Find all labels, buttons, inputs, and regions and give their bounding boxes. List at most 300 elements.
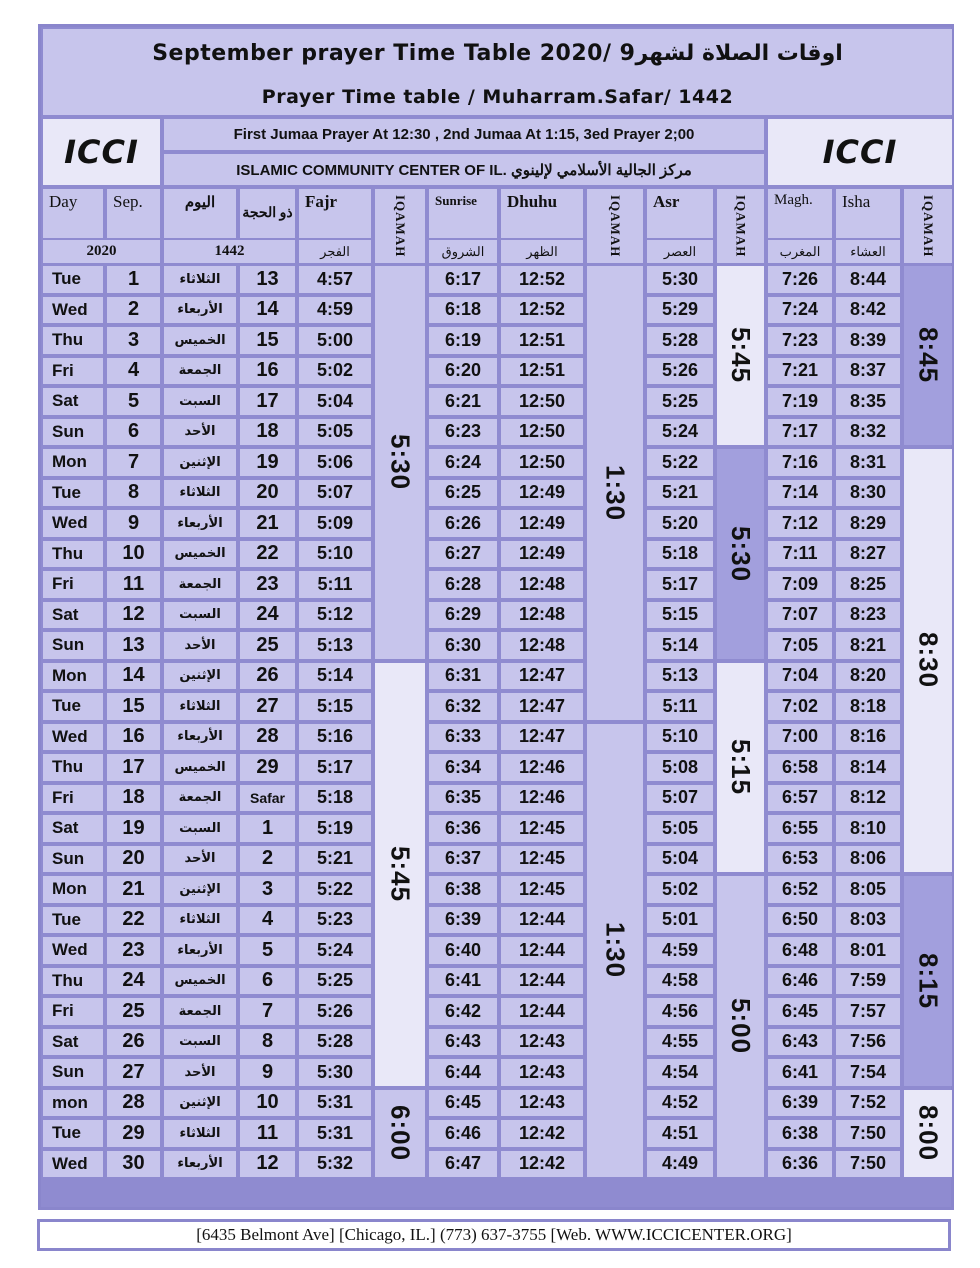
isha-cell: 8:20 — [836, 663, 900, 690]
iqamah-fajr-block — [375, 266, 425, 659]
isha-cell: 8:37 — [836, 358, 900, 385]
sunrise-cell: 6:47 — [429, 1151, 497, 1178]
col-iqamah-fajr: IQAMAH — [375, 189, 425, 263]
isha-cell: 7:56 — [836, 1029, 900, 1056]
isha-cell: 8:29 — [836, 510, 900, 537]
iqamah-fajr-block — [375, 663, 425, 1086]
iqamah-time: 5:45 — [385, 845, 416, 903]
day-cell: Mon — [43, 449, 103, 476]
isha-cell: 8:42 — [836, 297, 900, 324]
arabic-day-cell: الخميس — [164, 754, 236, 781]
iqamah-asr-block — [717, 266, 764, 445]
maghrib-cell: 7:00 — [768, 724, 832, 751]
asr-cell: 5:15 — [647, 602, 713, 629]
sunrise-cell: 6:41 — [429, 968, 497, 995]
arabic-day-cell: السبت — [164, 1029, 236, 1056]
dhuhr-cell: 12:48 — [501, 632, 583, 659]
day-cell: Fri — [43, 785, 103, 812]
isha-cell: 8:01 — [836, 937, 900, 964]
day-cell: Thu — [43, 754, 103, 781]
iqamah-time: 5:45 — [726, 327, 756, 384]
maghrib-cell: 7:12 — [768, 510, 832, 537]
iqamah-time: 8:00 — [913, 1105, 944, 1162]
arabic-day-cell: الخميس — [164, 327, 236, 354]
sunrise-cell: 6:18 — [429, 297, 497, 324]
isha-cell: 8:31 — [836, 449, 900, 476]
maghrib-cell: 7:17 — [768, 419, 832, 446]
asr-cell: 4:58 — [647, 968, 713, 995]
asr-cell: 5:07 — [647, 785, 713, 812]
date-cell: 27 — [107, 1059, 160, 1086]
arabic-day-cell: السبت — [164, 815, 236, 842]
dhuhr-cell: 12:48 — [501, 571, 583, 598]
asr-cell: 5:08 — [647, 754, 713, 781]
sunrise-cell: 6:39 — [429, 907, 497, 934]
sunrise-cell: 6:27 — [429, 541, 497, 568]
sunrise-cell: 6:24 — [429, 449, 497, 476]
jumaa-info: First Jumaa Prayer At 12:30 , 2nd Jumaa At 1:15, 3ed Prayer 2;00 — [164, 119, 764, 150]
sunrise-cell: 6:28 — [429, 571, 497, 598]
arabic-day-cell: الثلاثاء — [164, 693, 236, 720]
arabic-day-cell: الأحد — [164, 846, 236, 873]
fajr-cell: 5:28 — [299, 1029, 371, 1056]
dhuhr-cell: 12:46 — [501, 754, 583, 781]
arabic-day-cell: الثلاثاء — [164, 907, 236, 934]
asr-cell: 4:56 — [647, 998, 713, 1025]
date-cell: 26 — [107, 1029, 160, 1056]
day-cell: Tue — [43, 480, 103, 507]
fajr-cell: 5:21 — [299, 846, 371, 873]
asr-cell: 5:25 — [647, 388, 713, 415]
dhuhr-cell: 12:43 — [501, 1059, 583, 1086]
dhuhr-cell: 12:42 — [501, 1120, 583, 1147]
asr-cell: 5:14 — [647, 632, 713, 659]
maghrib-cell: 6:41 — [768, 1059, 832, 1086]
maghrib-cell: 7:23 — [768, 327, 832, 354]
maghrib-cell: 6:57 — [768, 785, 832, 812]
arabic-day-cell: الجمعة — [164, 358, 236, 385]
arabic-day-cell: الأحد — [164, 1059, 236, 1086]
hijri-date-cell: 23 — [240, 571, 295, 598]
hijri-date-cell: 26 — [240, 663, 295, 690]
isha-cell: 8:25 — [836, 571, 900, 598]
iqamah-fajr-block — [375, 1090, 425, 1178]
asr-cell: 5:04 — [647, 846, 713, 873]
date-cell: 30 — [107, 1151, 160, 1178]
sunrise-cell: 6:32 — [429, 693, 497, 720]
maghrib-cell: 6:58 — [768, 754, 832, 781]
date-cell: 28 — [107, 1090, 160, 1117]
maghrib-cell: 6:45 — [768, 998, 832, 1025]
date-cell: 8 — [107, 480, 160, 507]
dhuhr-cell: 12:47 — [501, 724, 583, 751]
fajr-cell: 5:31 — [299, 1120, 371, 1147]
footer-address: [6435 Belmont Ave] [Chicago, IL.] (773) 637-3755 [Web. WWW.ICCICENTER.ORG] — [37, 1219, 951, 1251]
col-sep: Sep. — [107, 189, 160, 238]
date-cell: 9 — [107, 510, 160, 537]
date-cell: 3 — [107, 327, 160, 354]
col-hijri: ذو الحجة — [240, 189, 295, 238]
hijri-date-cell: 18 — [240, 419, 295, 446]
dhuhr-cell: 12:48 — [501, 602, 583, 629]
maghrib-cell: 7:16 — [768, 449, 832, 476]
hijri-date-cell: Safar — [240, 785, 295, 812]
iqamah-asr-block — [717, 449, 764, 659]
iqamah-time: 1:30 — [600, 922, 631, 979]
sunrise-cell: 6:43 — [429, 1029, 497, 1056]
arabic-day-cell: الأحد — [164, 632, 236, 659]
maghrib-cell: 6:39 — [768, 1090, 832, 1117]
fajr-cell: 5:17 — [299, 754, 371, 781]
hijri-year-label: 1442 — [164, 240, 295, 263]
dhuhr-cell: 12:51 — [501, 358, 583, 385]
maghrib-cell: 7:21 — [768, 358, 832, 385]
fajr-cell: 5:26 — [299, 998, 371, 1025]
fajr-cell: 5:24 — [299, 937, 371, 964]
date-cell: 7 — [107, 449, 160, 476]
maghrib-cell: 6:38 — [768, 1120, 832, 1147]
fajr-cell: 5:12 — [299, 602, 371, 629]
maghrib-cell: 6:48 — [768, 937, 832, 964]
date-cell: 16 — [107, 724, 160, 751]
isha-cell: 8:30 — [836, 480, 900, 507]
date-cell: 15 — [107, 693, 160, 720]
day-cell: Wed — [43, 1151, 103, 1178]
maghrib-cell: 7:05 — [768, 632, 832, 659]
asr-cell: 5:24 — [647, 419, 713, 446]
date-cell: 24 — [107, 968, 160, 995]
isha-ar-label: العشاء — [836, 240, 900, 263]
col-iqamah-dhuhr: IQAMAH — [587, 189, 643, 263]
col-maghrib: Magh. — [768, 189, 832, 238]
sunrise-cell: 6:37 — [429, 846, 497, 873]
fajr-cell: 5:14 — [299, 663, 371, 690]
day-cell: Sun — [43, 419, 103, 446]
maghrib-cell: 7:14 — [768, 480, 832, 507]
isha-cell: 8:44 — [836, 266, 900, 293]
isha-cell: 8:16 — [836, 724, 900, 751]
arabic-day-cell: الثلاثاء — [164, 266, 236, 293]
hijri-date-cell: 15 — [240, 327, 295, 354]
col-isha: Isha — [836, 189, 900, 238]
hijri-date-cell: 21 — [240, 510, 295, 537]
asr-cell: 5:21 — [647, 480, 713, 507]
asr-cell: 5:05 — [647, 815, 713, 842]
sunrise-cell: 6:17 — [429, 266, 497, 293]
arabic-day-cell: الإثنين — [164, 1090, 236, 1117]
asr-cell: 4:51 — [647, 1120, 713, 1147]
day-cell: Sat — [43, 602, 103, 629]
fajr-cell: 5:05 — [299, 419, 371, 446]
sunrise-cell: 6:21 — [429, 388, 497, 415]
isha-cell: 8:21 — [836, 632, 900, 659]
day-cell: Sun — [43, 1059, 103, 1086]
hijri-date-cell: 8 — [240, 1029, 295, 1056]
maghrib-cell: 6:36 — [768, 1151, 832, 1178]
isha-cell: 8:35 — [836, 388, 900, 415]
dhuhr-cell: 12:47 — [501, 663, 583, 690]
date-cell: 22 — [107, 907, 160, 934]
fajr-cell: 5:13 — [299, 632, 371, 659]
dhuhr-cell: 12:49 — [501, 480, 583, 507]
arabic-day-cell: الجمعة — [164, 571, 236, 598]
dhuhr-cell: 12:49 — [501, 541, 583, 568]
sunrise-cell: 6:20 — [429, 358, 497, 385]
dhuhr-cell: 12:44 — [501, 907, 583, 934]
date-cell: 14 — [107, 663, 160, 690]
sunrise-cell: 6:38 — [429, 876, 497, 903]
fajr-cell: 5:09 — [299, 510, 371, 537]
date-cell: 2 — [107, 297, 160, 324]
maghrib-cell: 6:53 — [768, 846, 832, 873]
arabic-day-cell: السبت — [164, 602, 236, 629]
fajr-cell: 5:07 — [299, 480, 371, 507]
hijri-date-cell: 27 — [240, 693, 295, 720]
asr-cell: 5:10 — [647, 724, 713, 751]
sunrise-cell: 6:36 — [429, 815, 497, 842]
fajr-cell: 5:15 — [299, 693, 371, 720]
day-cell: Wed — [43, 724, 103, 751]
date-cell: 12 — [107, 602, 160, 629]
dhuhr-cell: 12:51 — [501, 327, 583, 354]
sunrise-cell: 6:35 — [429, 785, 497, 812]
col-day: Day — [43, 189, 103, 238]
arabic-day-cell: الخميس — [164, 968, 236, 995]
maghrib-ar-label: المغرب — [768, 240, 832, 263]
dhuhr-cell: 12:45 — [501, 876, 583, 903]
day-cell: Wed — [43, 937, 103, 964]
iqamah-time: 8:45 — [913, 327, 944, 384]
hijri-date-cell: 10 — [240, 1090, 295, 1117]
date-cell: 10 — [107, 541, 160, 568]
isha-cell: 7:50 — [836, 1151, 900, 1178]
fajr-cell: 5:19 — [299, 815, 371, 842]
dhuhr-cell: 12:46 — [501, 785, 583, 812]
date-cell: 18 — [107, 785, 160, 812]
iqamah-isha-block — [904, 266, 952, 445]
isha-cell: 8:05 — [836, 876, 900, 903]
hijri-date-cell: 14 — [240, 297, 295, 324]
hijri-date-cell: 3 — [240, 876, 295, 903]
isha-cell: 8:12 — [836, 785, 900, 812]
isha-cell: 8:06 — [836, 846, 900, 873]
day-cell: Sat — [43, 388, 103, 415]
day-cell: Mon — [43, 663, 103, 690]
col-iqamah-asr: IQAMAH — [717, 189, 764, 263]
date-cell: 4 — [107, 358, 160, 385]
date-cell: 23 — [107, 937, 160, 964]
isha-cell: 7:50 — [836, 1120, 900, 1147]
sunrise-cell: 6:26 — [429, 510, 497, 537]
asr-cell: 5:13 — [647, 663, 713, 690]
isha-cell: 8:27 — [836, 541, 900, 568]
center-name: ISLAMIC COMMUNITY CENTER OF IL. مركز الجالية الأسلامي لإلينوي — [164, 154, 764, 185]
hijri-date-cell: 17 — [240, 388, 295, 415]
fajr-cell: 5:25 — [299, 968, 371, 995]
arabic-day-cell: الأربعاء — [164, 937, 236, 964]
prayer-timetable — [38, 24, 954, 1210]
sunrise-cell: 6:23 — [429, 419, 497, 446]
hijri-date-cell: 9 — [240, 1059, 295, 1086]
fajr-cell: 5:23 — [299, 907, 371, 934]
dhuhr-cell: 12:43 — [501, 1029, 583, 1056]
day-cell: Sun — [43, 632, 103, 659]
sunrise-cell: 6:31 — [429, 663, 497, 690]
day-cell: Wed — [43, 510, 103, 537]
day-cell: Tue — [43, 266, 103, 293]
hijri-date-cell: 6 — [240, 968, 295, 995]
day-cell: Tue — [43, 693, 103, 720]
fajr-cell: 5:31 — [299, 1090, 371, 1117]
hijri-date-cell: 11 — [240, 1120, 295, 1147]
day-cell: Sat — [43, 815, 103, 842]
asr-cell: 4:54 — [647, 1059, 713, 1086]
maghrib-cell: 6:52 — [768, 876, 832, 903]
arabic-day-cell: الأحد — [164, 419, 236, 446]
dhuhr-cell: 12:44 — [501, 998, 583, 1025]
date-cell: 29 — [107, 1120, 160, 1147]
iqamah-asr-block — [717, 663, 764, 873]
arabic-day-cell: الثلاثاء — [164, 1120, 236, 1147]
asr-cell: 5:30 — [647, 266, 713, 293]
iqamah-dhuhr-block — [587, 266, 643, 720]
iqamah-time: 6:00 — [385, 1105, 416, 1162]
sunrise-cell: 6:29 — [429, 602, 497, 629]
arabic-day-cell: الإثنين — [164, 449, 236, 476]
fajr-cell: 5:04 — [299, 388, 371, 415]
asr-cell: 5:17 — [647, 571, 713, 598]
hijri-date-cell: 19 — [240, 449, 295, 476]
day-cell: Sat — [43, 1029, 103, 1056]
dhuhr-cell: 12:52 — [501, 266, 583, 293]
day-cell: Fri — [43, 571, 103, 598]
arabic-day-cell: الأربعاء — [164, 1151, 236, 1178]
col-fajr: Fajr — [299, 189, 371, 238]
day-cell: Sun — [43, 846, 103, 873]
asr-cell: 5:18 — [647, 541, 713, 568]
sunrise-ar-label: الشروق — [429, 240, 497, 263]
isha-cell: 8:10 — [836, 815, 900, 842]
date-cell: 1 — [107, 266, 160, 293]
isha-cell: 8:39 — [836, 327, 900, 354]
hijri-date-cell: 20 — [240, 480, 295, 507]
date-cell: 21 — [107, 876, 160, 903]
dhuhr-cell: 12:49 — [501, 510, 583, 537]
day-cell: Fri — [43, 998, 103, 1025]
fajr-cell: 5:00 — [299, 327, 371, 354]
iqamah-time: 8:30 — [913, 632, 944, 689]
fajr-cell: 5:18 — [299, 785, 371, 812]
dhuhr-cell: 12:50 — [501, 419, 583, 446]
fajr-cell: 4:59 — [299, 297, 371, 324]
hijri-date-cell: 16 — [240, 358, 295, 385]
arabic-day-cell: الإثنين — [164, 663, 236, 690]
arabic-day-cell: الإثنين — [164, 876, 236, 903]
maghrib-cell: 6:50 — [768, 907, 832, 934]
dhuhr-cell: 12:43 — [501, 1090, 583, 1117]
sunrise-cell: 6:25 — [429, 480, 497, 507]
arabic-day-cell: الأربعاء — [164, 297, 236, 324]
date-cell: 13 — [107, 632, 160, 659]
sunrise-cell: 6:30 — [429, 632, 497, 659]
asr-cell: 4:52 — [647, 1090, 713, 1117]
fajr-cell: 5:22 — [299, 876, 371, 903]
maghrib-cell: 6:43 — [768, 1029, 832, 1056]
date-cell: 19 — [107, 815, 160, 842]
logo-left: ICCI — [43, 119, 160, 185]
isha-cell: 8:03 — [836, 907, 900, 934]
arabic-day-cell: الأربعاء — [164, 724, 236, 751]
dhuhr-cell: 12:47 — [501, 693, 583, 720]
sunrise-cell: 6:45 — [429, 1090, 497, 1117]
date-cell: 25 — [107, 998, 160, 1025]
sunrise-cell: 6:34 — [429, 754, 497, 781]
title-block — [43, 29, 952, 115]
day-cell: Thu — [43, 541, 103, 568]
sunrise-cell: 6:44 — [429, 1059, 497, 1086]
isha-cell: 8:18 — [836, 693, 900, 720]
hijri-date-cell: 29 — [240, 754, 295, 781]
asr-cell: 4:49 — [647, 1151, 713, 1178]
col-sunrise: Sunrise — [429, 189, 497, 238]
dhuhr-cell: 12:52 — [501, 297, 583, 324]
col-dhuhr: Dhuhu — [501, 189, 583, 238]
iqamah-isha-block — [904, 876, 952, 1086]
fajr-cell: 5:02 — [299, 358, 371, 385]
maghrib-cell: 6:46 — [768, 968, 832, 995]
dhuhr-cell: 12:42 — [501, 1151, 583, 1178]
page-subtitle: Prayer Time table / Muharram.Safar/ 1442 — [261, 86, 734, 108]
sunrise-cell: 6:46 — [429, 1120, 497, 1147]
hijri-date-cell: 12 — [240, 1151, 295, 1178]
col-asr: Asr — [647, 189, 713, 238]
page-title: September prayer Time Table 2020/ 9اوقات الصلاة لشهر — [152, 41, 843, 66]
hijri-date-cell: 28 — [240, 724, 295, 751]
fajr-cell: 5:11 — [299, 571, 371, 598]
hijri-date-cell: 13 — [240, 266, 295, 293]
maghrib-cell: 7:24 — [768, 297, 832, 324]
fajr-cell: 4:57 — [299, 266, 371, 293]
col-ar-day: اليوم — [164, 189, 236, 238]
hijri-date-cell: 25 — [240, 632, 295, 659]
iqamah-time: 8:15 — [913, 952, 944, 1009]
maghrib-cell: 7:04 — [768, 663, 832, 690]
maghrib-cell: 7:26 — [768, 266, 832, 293]
maghrib-cell: 7:09 — [768, 571, 832, 598]
isha-cell: 8:14 — [836, 754, 900, 781]
asr-cell: 5:26 — [647, 358, 713, 385]
asr-cell: 5:22 — [647, 449, 713, 476]
dhuhr-cell: 12:44 — [501, 937, 583, 964]
dhuhr-cell: 12:45 — [501, 815, 583, 842]
arabic-day-cell: الجمعة — [164, 785, 236, 812]
date-cell: 6 — [107, 419, 160, 446]
asr-ar-label: العصر — [647, 240, 713, 263]
iqamah-time: 5:30 — [726, 525, 756, 582]
fajr-cell: 5:32 — [299, 1151, 371, 1178]
sunrise-cell: 6:33 — [429, 724, 497, 751]
iqamah-asr-block — [717, 876, 764, 1177]
date-cell: 11 — [107, 571, 160, 598]
dhuhr-cell: 12:45 — [501, 846, 583, 873]
day-cell: Thu — [43, 968, 103, 995]
day-cell: Mon — [43, 876, 103, 903]
fajr-cell: 5:10 — [299, 541, 371, 568]
asr-cell: 5:11 — [647, 693, 713, 720]
year-label: 2020 — [43, 240, 160, 263]
iqamah-time: 5:15 — [726, 739, 756, 796]
maghrib-cell: 7:11 — [768, 541, 832, 568]
